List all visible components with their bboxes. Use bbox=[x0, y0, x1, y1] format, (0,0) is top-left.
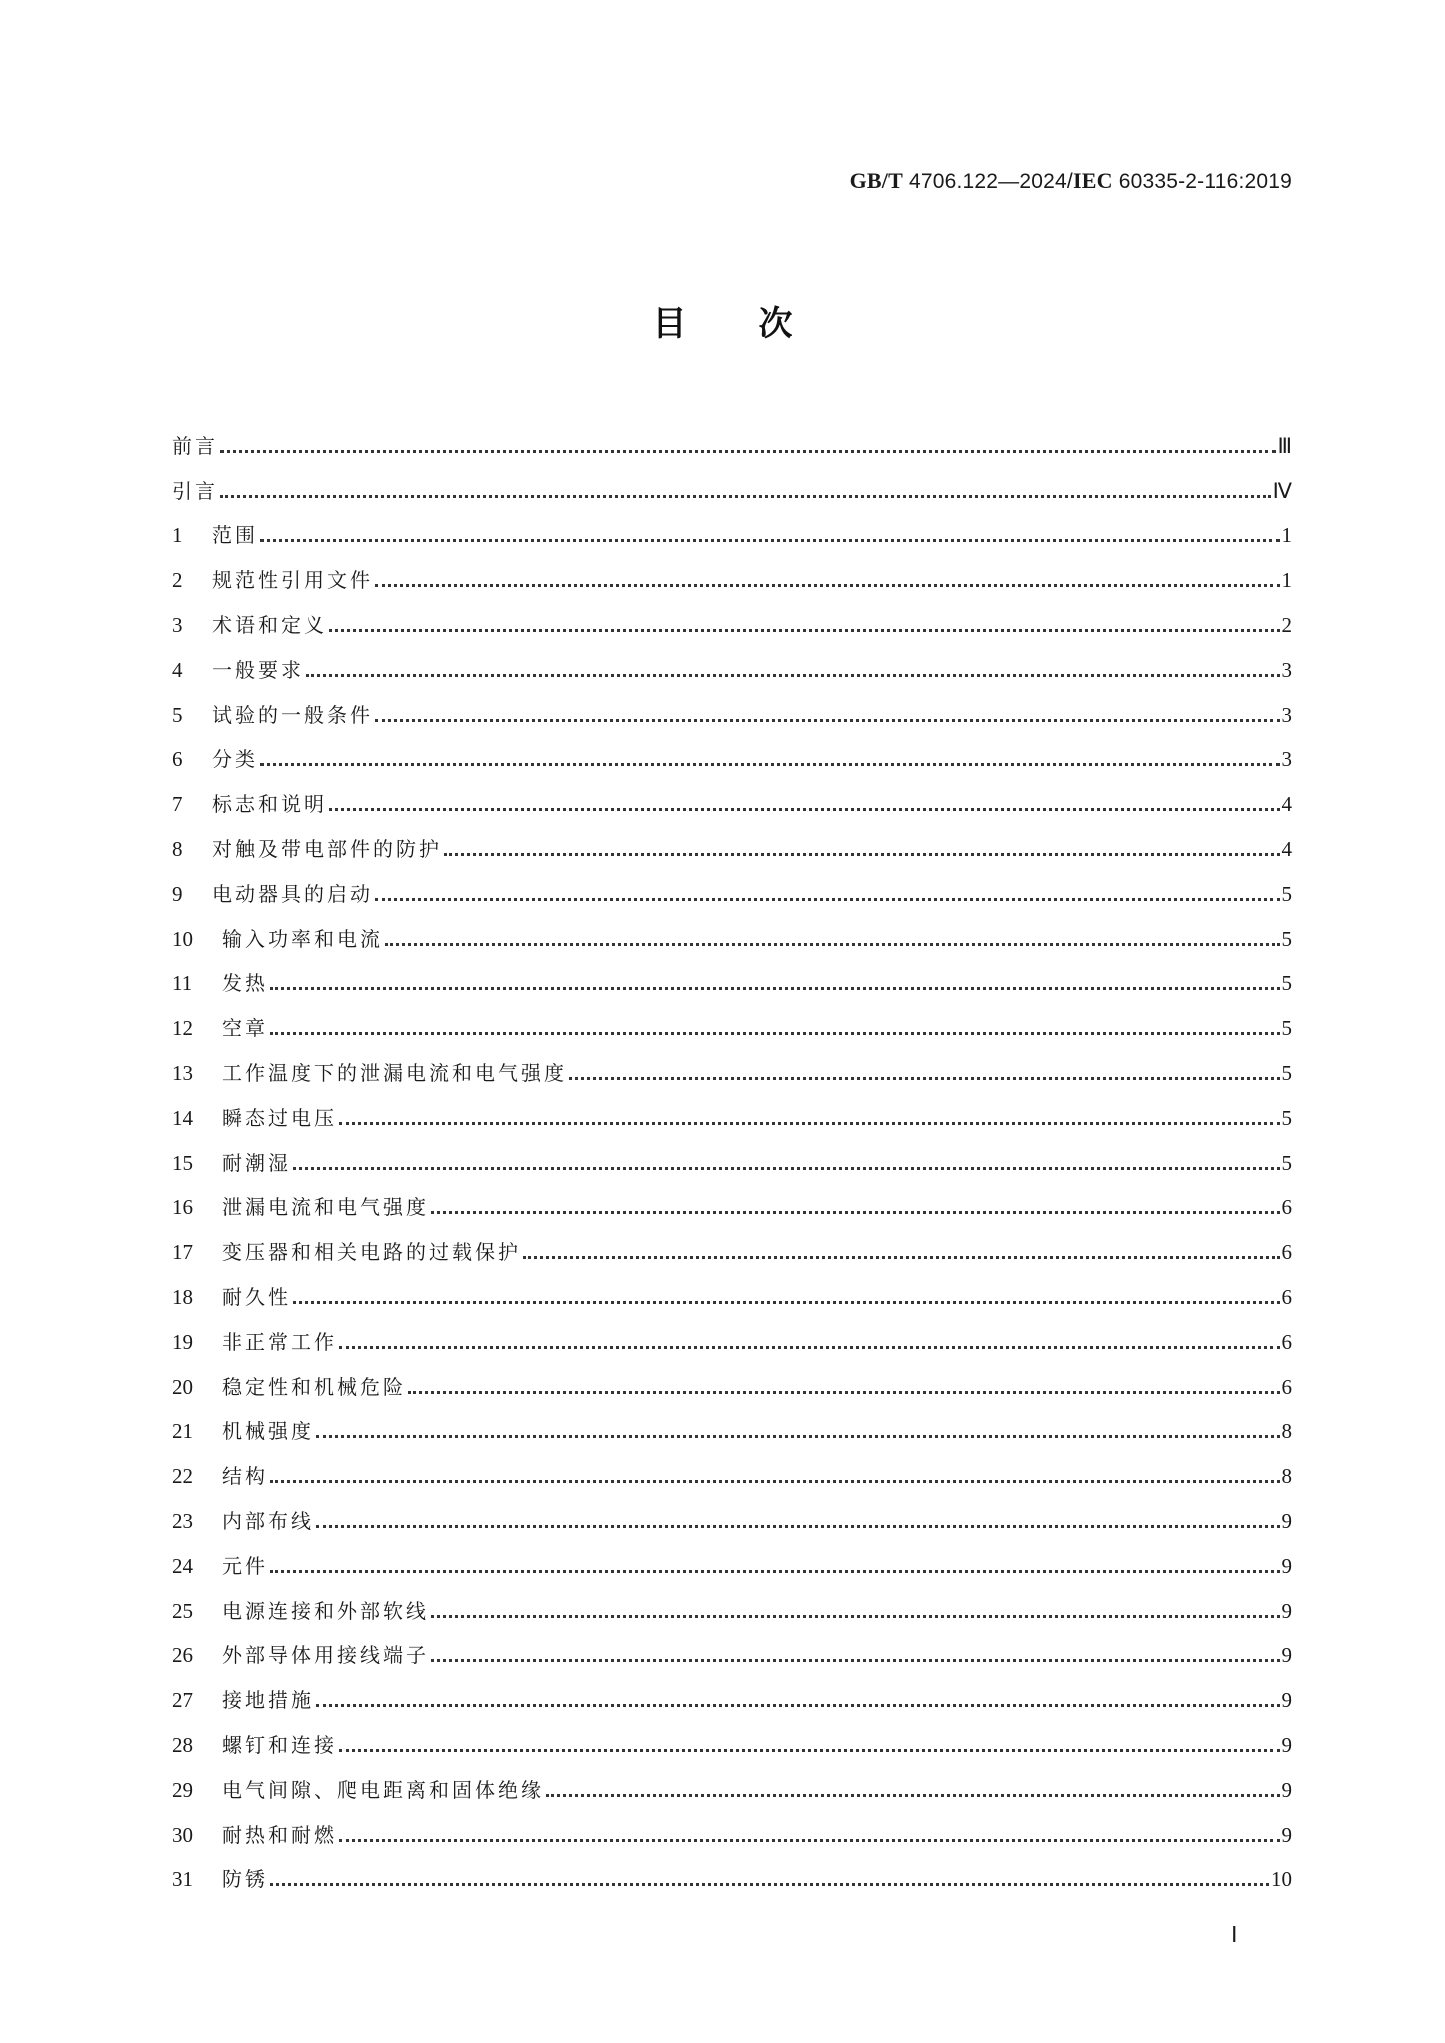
toc-leader-dots bbox=[546, 1794, 1280, 1797]
toc-entry-number: 20 bbox=[172, 1374, 193, 1399]
toc-entry[interactable] bbox=[172, 547, 1292, 592]
toc-entry-number: 26 bbox=[172, 1643, 193, 1668]
toc-entry-page: 9 bbox=[1281, 1732, 1292, 1757]
toc-entry[interactable] bbox=[172, 1219, 1292, 1264]
toc-entry-title: 标志和说明 bbox=[212, 792, 327, 817]
toc-leader-dots bbox=[306, 674, 1280, 677]
toc-entry-number: 18 bbox=[172, 1284, 193, 1309]
toc-entry[interactable] bbox=[172, 503, 1292, 548]
toc-entry[interactable] bbox=[172, 906, 1292, 951]
toc-entry-page: 6 bbox=[1281, 1195, 1292, 1220]
toc-leader-dots bbox=[375, 898, 1280, 901]
toc-entry-page: 6 bbox=[1281, 1284, 1292, 1309]
toc-entry-title: 稳定性和机械危险 bbox=[222, 1374, 406, 1399]
toc-entry-title: 结构 bbox=[222, 1464, 268, 1489]
toc-entry[interactable] bbox=[172, 413, 1292, 458]
toc-entry-page: 1 bbox=[1281, 523, 1292, 548]
toc-entry[interactable] bbox=[172, 995, 1292, 1040]
toc-leader-dots bbox=[270, 1480, 1280, 1483]
toc-entry[interactable] bbox=[172, 1802, 1292, 1847]
toc-entry-page: 5 bbox=[1281, 1150, 1292, 1175]
toc-leader-dots bbox=[270, 1570, 1280, 1573]
toc-entry-number: 4 bbox=[172, 657, 183, 682]
toc-leader-dots bbox=[431, 1659, 1280, 1662]
toc-entry-title: 对触及带电部件的防护 bbox=[212, 836, 442, 861]
toc-leader-dots bbox=[339, 1346, 1280, 1349]
toc-leader-dots bbox=[408, 1391, 1280, 1394]
toc-leader-dots bbox=[375, 584, 1280, 587]
toc-entry-page: 5 bbox=[1281, 881, 1292, 906]
toc-title bbox=[0, 296, 1445, 345]
toc-leader-dots bbox=[293, 1167, 1280, 1170]
table-of-contents bbox=[172, 413, 1292, 1891]
toc-leader-dots bbox=[444, 853, 1280, 856]
toc-entry-page: 6 bbox=[1281, 1374, 1292, 1399]
toc-entry-title: 变压器和相关电路的过载保护 bbox=[222, 1240, 521, 1265]
toc-leader-dots bbox=[329, 808, 1280, 811]
toc-entry-page: 6 bbox=[1281, 1240, 1292, 1265]
standard-code-number: 4706.122—2024/ bbox=[902, 170, 1073, 193]
toc-entry-title: 分类 bbox=[212, 747, 258, 772]
toc-entry-page: 5 bbox=[1281, 1016, 1292, 1041]
toc-entry-title: 一般要求 bbox=[212, 657, 304, 682]
toc-entry-page: 4 bbox=[1281, 792, 1292, 817]
toc-entry-title: 机械强度 bbox=[222, 1419, 314, 1444]
toc-entry[interactable] bbox=[172, 1130, 1292, 1175]
toc-entry-title: 接地措施 bbox=[222, 1688, 314, 1713]
toc-entry-title: 输入功率和电流 bbox=[222, 926, 383, 951]
toc-entry-page: 8 bbox=[1281, 1419, 1292, 1444]
toc-entry-page: 9 bbox=[1281, 1777, 1292, 1802]
toc-entry-title: 内部布线 bbox=[222, 1508, 314, 1533]
toc-entry[interactable] bbox=[172, 1578, 1292, 1623]
toc-entry-number: 1 bbox=[172, 523, 183, 548]
toc-entry-page: 4 bbox=[1281, 836, 1292, 861]
toc-leader-dots bbox=[523, 1256, 1280, 1259]
toc-entry[interactable] bbox=[172, 1533, 1292, 1578]
toc-entry-number: 21 bbox=[172, 1419, 193, 1444]
toc-entry[interactable] bbox=[172, 1085, 1292, 1130]
toc-entry-number: 14 bbox=[172, 1105, 193, 1130]
toc-entry[interactable] bbox=[172, 1443, 1292, 1488]
toc-entry-number: 11 bbox=[172, 971, 193, 996]
toc-entry-page: 9 bbox=[1281, 1822, 1292, 1847]
toc-entry-number: 17 bbox=[172, 1240, 193, 1265]
toc-entry-title: 发热 bbox=[222, 971, 268, 996]
toc-entry-title: 电源连接和外部软线 bbox=[222, 1598, 429, 1623]
toc-entry[interactable] bbox=[172, 1488, 1292, 1533]
toc-leader-dots bbox=[270, 1883, 1269, 1886]
toc-entry-page: 2 bbox=[1281, 612, 1292, 637]
toc-leader-dots bbox=[339, 1839, 1280, 1842]
toc-entry-number: 5 bbox=[172, 702, 183, 727]
toc-entry[interactable] bbox=[172, 1757, 1292, 1802]
toc-entry-number: 2 bbox=[172, 568, 183, 593]
toc-entry-title: 范围 bbox=[212, 523, 258, 548]
toc-entry-title: 耐热和耐燃 bbox=[222, 1822, 337, 1847]
toc-entry[interactable] bbox=[172, 861, 1292, 906]
toc-entry-page: Ⅲ bbox=[1277, 433, 1292, 458]
toc-entry[interactable] bbox=[172, 682, 1292, 727]
toc-entry-page: 6 bbox=[1281, 1329, 1292, 1354]
toc-entry[interactable] bbox=[172, 771, 1292, 816]
toc-entry[interactable] bbox=[172, 1354, 1292, 1399]
toc-leader-dots bbox=[316, 1525, 1280, 1528]
standard-code bbox=[850, 168, 1292, 194]
toc-leader-dots bbox=[375, 719, 1280, 722]
toc-entry-page: 8 bbox=[1281, 1464, 1292, 1489]
toc-entry-page: 3 bbox=[1281, 657, 1292, 682]
toc-entry-title: 瞬态过电压 bbox=[222, 1105, 337, 1130]
toc-entry-number: 19 bbox=[172, 1329, 193, 1354]
toc-leader-dots bbox=[569, 1077, 1280, 1080]
toc-entry-title: 前言 bbox=[172, 433, 218, 458]
toc-leader-dots bbox=[293, 1301, 1280, 1304]
toc-entry-title: 电气间隙、爬电距离和固体绝缘 bbox=[222, 1777, 544, 1802]
toc-entry-title: 耐久性 bbox=[222, 1284, 291, 1309]
toc-entry-page: 9 bbox=[1281, 1598, 1292, 1623]
toc-entry-page: 9 bbox=[1281, 1643, 1292, 1668]
toc-entry-page: 10 bbox=[1271, 1867, 1292, 1892]
toc-entry[interactable] bbox=[172, 592, 1292, 637]
toc-entry-page: 1 bbox=[1281, 568, 1292, 593]
toc-entry-title: 引言 bbox=[172, 478, 218, 503]
toc-leader-dots bbox=[316, 1704, 1280, 1707]
toc-entry-title: 非正常工作 bbox=[222, 1329, 337, 1354]
toc-entry-number: 6 bbox=[172, 747, 183, 772]
standard-code-iec: IEC bbox=[1072, 168, 1113, 193]
toc-entry[interactable] bbox=[172, 1712, 1292, 1757]
toc-entry[interactable] bbox=[172, 1175, 1292, 1220]
toc-entry[interactable] bbox=[172, 727, 1292, 772]
toc-entry-page: 5 bbox=[1281, 926, 1292, 951]
toc-entry-title: 电动器具的启动 bbox=[212, 881, 373, 906]
toc-title-char-2: 次 bbox=[758, 304, 793, 344]
toc-entry[interactable] bbox=[172, 637, 1292, 682]
toc-entry-page: Ⅳ bbox=[1272, 478, 1292, 503]
toc-entry-title: 工作温度下的泄漏电流和电气强度 bbox=[222, 1060, 567, 1085]
toc-entry[interactable] bbox=[172, 1040, 1292, 1085]
toc-leader-dots bbox=[385, 943, 1280, 946]
toc-entry-title: 外部导体用接线端子 bbox=[222, 1643, 429, 1668]
toc-leader-dots bbox=[339, 1122, 1280, 1125]
toc-entry-title: 试验的一般条件 bbox=[212, 702, 373, 727]
toc-entry-number: 28 bbox=[172, 1732, 193, 1757]
toc-entry-number: 31 bbox=[172, 1867, 193, 1892]
toc-entry[interactable] bbox=[172, 951, 1292, 996]
toc-entry[interactable] bbox=[172, 1623, 1292, 1668]
toc-title-char-1: 目 bbox=[652, 304, 687, 344]
toc-entry-page: 9 bbox=[1281, 1508, 1292, 1533]
toc-entry-number: 22 bbox=[172, 1464, 193, 1489]
toc-leader-dots bbox=[260, 539, 1280, 542]
toc-entry-number: 27 bbox=[172, 1688, 193, 1713]
toc-entry-number: 15 bbox=[172, 1150, 193, 1175]
toc-leader-dots bbox=[270, 987, 1280, 990]
toc-entry-title: 耐潮湿 bbox=[222, 1150, 291, 1175]
toc-entry-number: 9 bbox=[172, 881, 183, 906]
toc-leader-dots bbox=[260, 763, 1280, 766]
toc-leader-dots bbox=[220, 495, 1271, 498]
toc-entry-title: 防锈 bbox=[222, 1867, 268, 1892]
toc-entry-title: 泄漏电流和电气强度 bbox=[222, 1195, 429, 1220]
toc-entry-number: 12 bbox=[172, 1016, 193, 1041]
toc-entry-page: 5 bbox=[1281, 1105, 1292, 1130]
toc-leader-dots bbox=[270, 1032, 1280, 1035]
toc-leader-dots bbox=[431, 1211, 1280, 1214]
toc-leader-dots bbox=[431, 1615, 1280, 1618]
toc-entry-page: 9 bbox=[1281, 1688, 1292, 1713]
toc-entry-title: 规范性引用文件 bbox=[212, 568, 373, 593]
toc-entry-number: 3 bbox=[172, 612, 183, 637]
toc-entry-number: 25 bbox=[172, 1598, 193, 1623]
toc-entry[interactable] bbox=[172, 816, 1292, 861]
toc-entry-title: 螺钉和连接 bbox=[222, 1732, 337, 1757]
toc-entry-page: 3 bbox=[1281, 702, 1292, 727]
page-folio: Ⅰ bbox=[1231, 1922, 1238, 1947]
toc-entry[interactable] bbox=[172, 1847, 1292, 1892]
toc-entry[interactable] bbox=[172, 458, 1292, 503]
toc-entry-page: 5 bbox=[1281, 971, 1292, 996]
toc-entry-title: 元件 bbox=[222, 1553, 268, 1578]
toc-entry-number: 16 bbox=[172, 1195, 193, 1220]
standard-code-prefix: GB/T bbox=[849, 168, 903, 193]
toc-entry-number: 24 bbox=[172, 1553, 193, 1578]
toc-leader-dots bbox=[220, 450, 1276, 453]
toc-entry[interactable] bbox=[172, 1399, 1292, 1444]
toc-leader-dots bbox=[339, 1749, 1280, 1752]
toc-entry-number: 7 bbox=[172, 792, 183, 817]
toc-entry-number: 13 bbox=[172, 1060, 193, 1085]
toc-entry-number: 10 bbox=[172, 926, 193, 951]
standard-code-iec-number: 60335-2-116:2019 bbox=[1112, 170, 1292, 193]
toc-leader-dots bbox=[329, 629, 1280, 632]
toc-leader-dots bbox=[316, 1435, 1280, 1438]
toc-entry-title: 空章 bbox=[222, 1016, 268, 1041]
toc-entry-page: 9 bbox=[1281, 1553, 1292, 1578]
toc-entry-number: 8 bbox=[172, 836, 183, 861]
toc-entry-title: 术语和定义 bbox=[212, 612, 327, 637]
toc-entry[interactable] bbox=[172, 1667, 1292, 1712]
toc-entry-page: 3 bbox=[1281, 747, 1292, 772]
toc-entry[interactable] bbox=[172, 1309, 1292, 1354]
toc-entry-number: 29 bbox=[172, 1777, 193, 1802]
toc-entry-number: 23 bbox=[172, 1508, 193, 1533]
toc-entry-page: 5 bbox=[1281, 1060, 1292, 1085]
toc-entry-number: 30 bbox=[172, 1822, 193, 1847]
toc-entry[interactable] bbox=[172, 1264, 1292, 1309]
